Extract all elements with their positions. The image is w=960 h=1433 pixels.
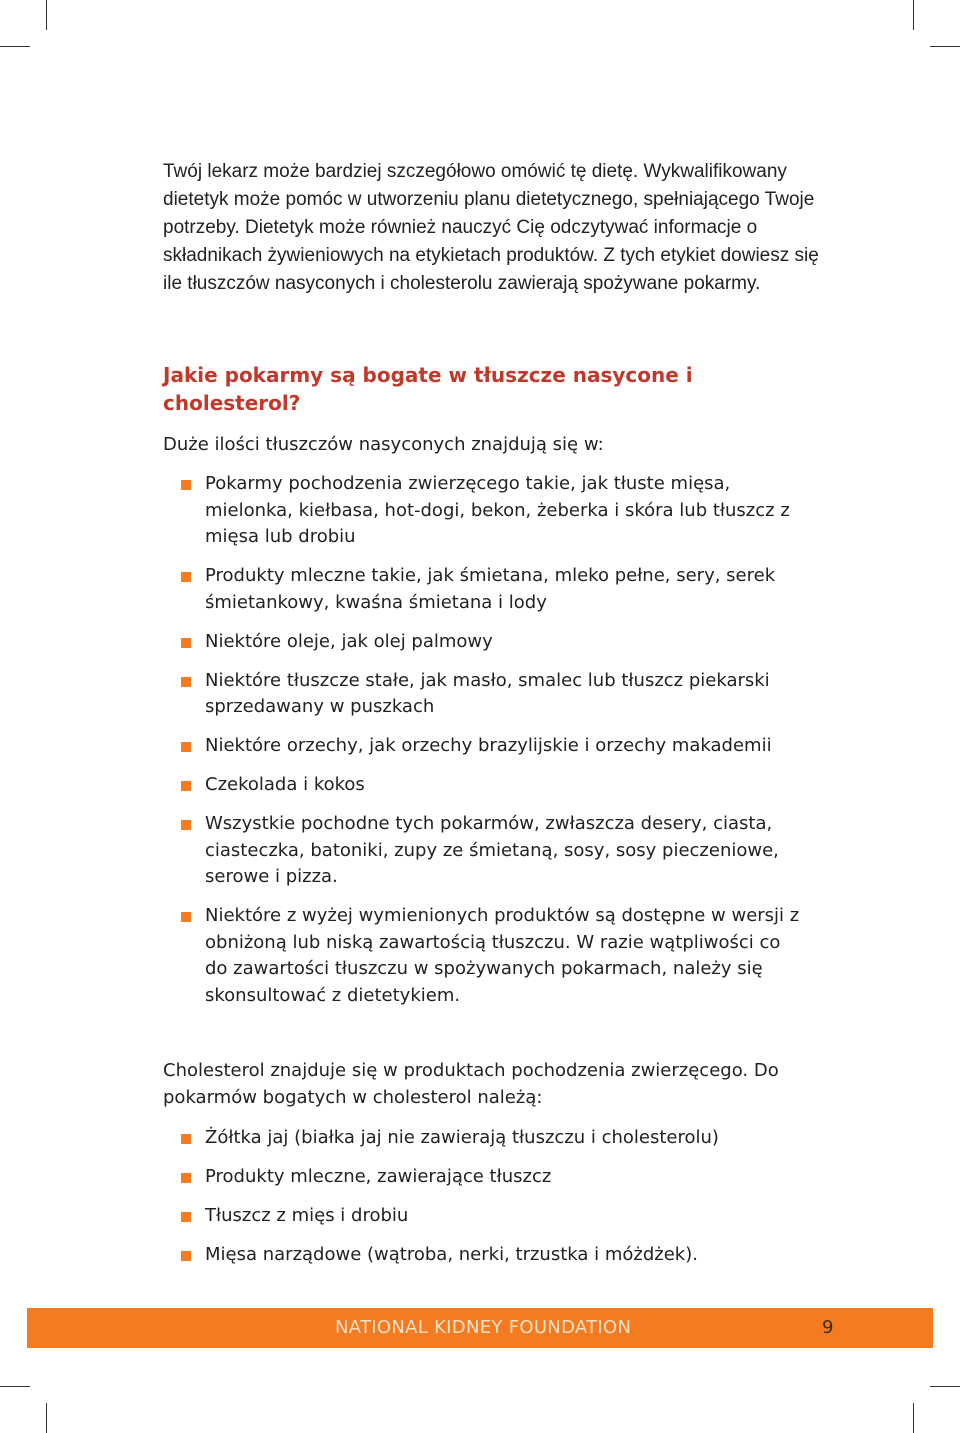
list-item bbox=[163, 1203, 803, 1230]
fats-list bbox=[163, 471, 803, 1022]
crop-mark bbox=[0, 1386, 30, 1387]
bullet-icon bbox=[181, 1212, 191, 1222]
list-item bbox=[163, 668, 803, 721]
page-footer bbox=[27, 1308, 933, 1348]
list-item-text: Niektóre tłuszcze stałe, jak masło, smalec lub tłuszcz piekarski sprzedawany w puszkach bbox=[205, 669, 770, 717]
cholesterol-list bbox=[163, 1125, 803, 1281]
list-item bbox=[163, 1242, 803, 1269]
list-item-text: Niektóre oleje, jak olej palmowy bbox=[205, 630, 493, 652]
bullet-icon bbox=[181, 1251, 191, 1261]
bullet-icon bbox=[181, 572, 191, 582]
page-number: 9 bbox=[822, 1317, 834, 1338]
list-item-text: Niektóre orzechy, jak orzechy brazylijskie i orzechy makademii bbox=[205, 735, 772, 756]
bullet-icon bbox=[181, 677, 191, 687]
crop-mark bbox=[930, 1386, 960, 1387]
crop-mark bbox=[913, 1403, 914, 1433]
crop-mark bbox=[913, 0, 914, 30]
bullet-icon bbox=[181, 1173, 191, 1183]
list-item bbox=[163, 811, 803, 891]
list-item-text: Czekolada i kokos bbox=[205, 774, 365, 795]
fats-intro: Duże ilości tłuszczów nasyconych znajdują się w: bbox=[163, 434, 604, 455]
list-item-text: Mięsa narządowe (wątroba, nerki, trzustka i móżdżek). bbox=[205, 1244, 698, 1265]
list-item bbox=[163, 1164, 803, 1191]
bullet-icon bbox=[181, 742, 191, 752]
list-item bbox=[163, 563, 803, 616]
list-item bbox=[163, 629, 803, 656]
bullet-icon bbox=[181, 1134, 191, 1144]
list-item bbox=[163, 903, 803, 1009]
list-item bbox=[163, 772, 803, 799]
list-item-text: Wszystkie pochodne tych pokarmów, zwłaszcza desery, ciasta, ciasteczka, batoniki, zupy ze śmietaną, sosy, sosy pieczeniowe, serowe i pizza. bbox=[205, 813, 779, 887]
footer-organization: NATIONAL KIDNEY FOUNDATION bbox=[335, 1317, 632, 1338]
list-item-text: Niektóre z wyżej wymienionych produktów są dostępne w wersji z obniżoną lub niską zawartością tłuszczu. W razie wątpliwości co do zawartości tłuszczu w spożywanych pokarmach, należy się skonsultować z dietetykiem. bbox=[205, 905, 800, 1006]
list-item-text: Produkty mleczne takie, jak śmietana, mleko pełne, sery, serek śmietankowy, kwaśna śmietana i lody bbox=[205, 565, 776, 613]
list-item bbox=[163, 1125, 803, 1152]
crop-mark bbox=[930, 46, 960, 47]
bullet-icon bbox=[181, 638, 191, 648]
bullet-icon bbox=[181, 912, 191, 922]
cholesterol-intro: Cholesterol znajduje się w produktach pochodzenia zwierzęcego. Do pokarmów bogatych w cholesterol należą: bbox=[163, 1060, 779, 1108]
section-heading: Jakie pokarmy są bogate w tłuszcze nasycone i cholesterol? bbox=[163, 363, 693, 415]
crop-mark bbox=[0, 46, 30, 47]
list-item bbox=[163, 733, 803, 760]
intro-paragraph: Twój lekarz może bardziej szczegółowo omówić tę dietę. Wykwalifikowany dietetyk może pomóc w utworzeniu planu dietetycznego, spełniającego Twoje potrzeby. Dietetyk może również nauczyć Cię odczytywać informacje o składnikach żywieniowych na etykietach produktów. Z tych etykiet dowiesz się ile tłuszczów nasyconych i cholesterolu zawierają spożywane pokarmy. bbox=[163, 161, 819, 294]
list-item-text: Żółtka jaj (białka jaj nie zawierają tłuszczu i cholesterolu) bbox=[205, 1127, 719, 1148]
list-item bbox=[163, 471, 803, 551]
crop-mark bbox=[46, 0, 47, 30]
crop-mark bbox=[46, 1403, 47, 1433]
bullet-icon bbox=[181, 781, 191, 791]
bullet-icon bbox=[181, 480, 191, 490]
list-item-text: Produkty mleczne, zawierające tłuszcz bbox=[205, 1166, 552, 1187]
bullet-icon bbox=[181, 820, 191, 830]
list-item-text: Tłuszcz z mięs i drobiu bbox=[205, 1205, 409, 1226]
list-item-text: Pokarmy pochodzenia zwierzęcego takie, jak tłuste mięsa, mielonka, kiełbasa, hot-dogi, bekon, żeberka i skóra lub tłuszcz z mięsa lub drobiu bbox=[205, 473, 790, 547]
